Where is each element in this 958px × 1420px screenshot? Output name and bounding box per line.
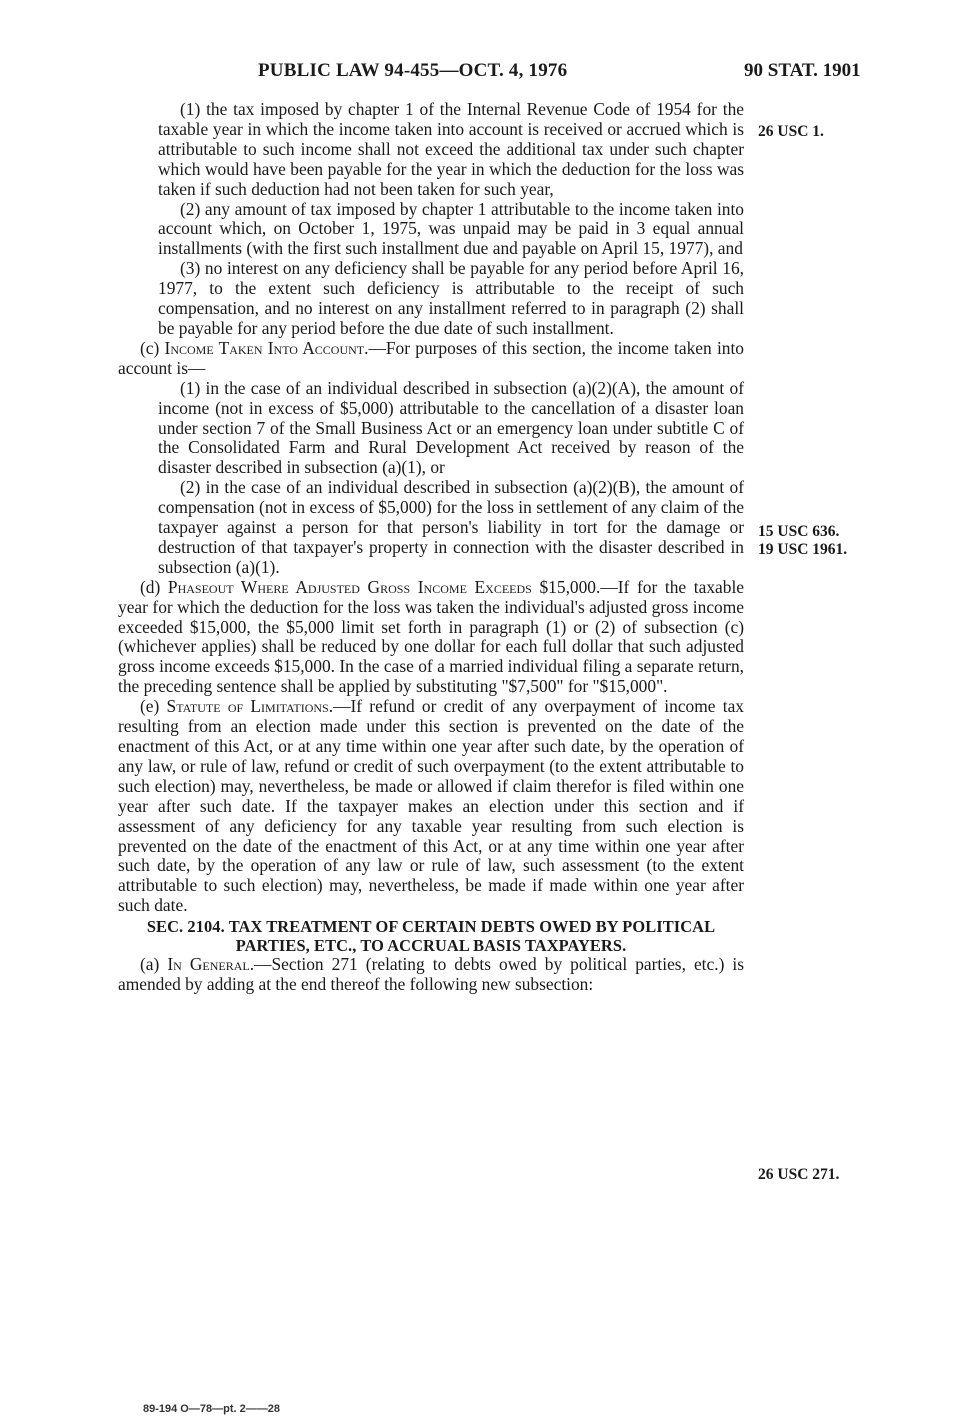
subsection-e-heading: Statute of Limitations. [166, 696, 334, 717]
subsection-d-text: —If for the taxable year for which the deduction for the loss was taken the individual's adjusted gross income exceeded $15,000, the $5,000 limit set forth in paragraph (1) or (2) of subsection (c) (whichever applies) shall be reduced by one dollar for each full dollar that such adjusted gross income exceeds $15,000. In the case of a married individual filing a separate return, the preceding sentence shall be applied by substituting "$7,500" for "$15,000". [118, 576, 744, 697]
margin-note-26-usc-1: 26 USC 1. [758, 123, 824, 140]
page-header-title: PUBLIC LAW 94-455—OCT. 4, 1976 [258, 60, 568, 81]
paragraph-b-2: (2) any amount of tax imposed by chapter 1 attributable to the income taken into account which, on October 1, 1975, was unpaid may be paid in 3 equal annual installments (with the first such installment due and payable on April 15, 1977), and [158, 198, 744, 259]
paragraph-c-1: (1) in the case of an individual described in subsection (a)(2)(A), the amount of income (not in excess of $5,000) attributable to the cancellation of a disaster loan under section 7 of the Small Business Act or an emergency loan under subtitle C of the Consolidated Farm and Rural Development Act received by reason of the disaster described in subsection (a)(1), or [158, 377, 744, 478]
subsection-c-label: (c) [140, 337, 165, 358]
subsection-d-heading: Phaseout Where Adjusted Gross Income Exceeds $15,000. [167, 576, 601, 597]
margin-note-15-usc-636: 15 USC 636. [758, 523, 840, 540]
subsection-e-text: —If refund or credit of any overpayment of income tax resulting from an election made under this section is prevented on the date of the enactment of this Act, or at any time within one year after such date, by the operation of any law, or rule of law, refund or credit of such overpayment (to the extent attributable to such election) may, nevertheless, be made or allowed if claim therefor is filed within one year after such date. If the taxpayer makes an election under this section and if assessment of any deficiency for any taxable year resulting from such election is prevented on the date of the enactment of this Act, or at any time within one year after such date, by the operation of any law or rule of law, such assessment (to the extent attributable to such election) may, nevertheless, be made if made within one year after such date. [118, 696, 744, 916]
margin-note-26-usc-271: 26 USC 271. [758, 1166, 840, 1183]
page-header-stat-citation: 90 STAT. 1901 [744, 60, 861, 81]
paragraph-b-3: (3) no interest on any deficiency shall be payable for any period before April 16, 1977, to the extent such deficiency is attributable to the receipt of such compensation, and no interest on any installment referred to in paragraph (2) shall be payable for any period before the due date of such installment. [158, 258, 744, 338]
subsection-c-text: —For purposes of this section, the income taken into account is— [118, 337, 744, 378]
subsection-a-label: (a) [140, 954, 168, 975]
subsection-d-label: (d) [140, 576, 168, 597]
subsection-c [118, 339, 744, 379]
section-2104-heading: SEC. 2104. TAX TREATMENT OF CERTAIN DEBTS OWED BY POLITICAL PARTIES, ETC., TO ACCRUAL BASIS TAXPAYERS. [146, 917, 716, 955]
margin-note-19-usc-1961: 19 USC 1961. [758, 541, 848, 558]
subsection-e-label: (e) [140, 696, 167, 717]
section-2104-subsection-a [118, 955, 744, 995]
statute-body [118, 100, 744, 995]
subsection-e [118, 697, 744, 916]
print-job-code: 89-194 O—78—pt. 2——28 [143, 1403, 280, 1415]
paragraph-c-2: (2) in the case of an individual described in subsection (a)(2)(B), the amount of compensation (not in excess of $5,000) for the loss in settlement of any claim of the taxpayer against a person for that person's liability in tort for the damage or destruction of that taxpayer's property in connection with the disaster described in subsection (a)(1). [158, 477, 744, 577]
paragraph-b-1: (1) the tax imposed by chapter 1 of the Internal Revenue Code of 1954 for the taxable year in which the income taken into account is received or accrued which is attributable to such income shall not exceed the additional tax under such chapter which would have been payable for the year in which the deduction for the loss was taken if such deduction had not been taken for such year, [158, 99, 744, 199]
subsection-c-heading: Income Taken Into Account. [164, 337, 369, 358]
subsection-a-heading: In General. [167, 954, 255, 975]
subsection-d [118, 578, 744, 697]
subsection-a-text: —Section 271 (relating to debts owed by political parties, etc.) is amended by adding at the end thereof the following new subsection: [118, 954, 744, 995]
